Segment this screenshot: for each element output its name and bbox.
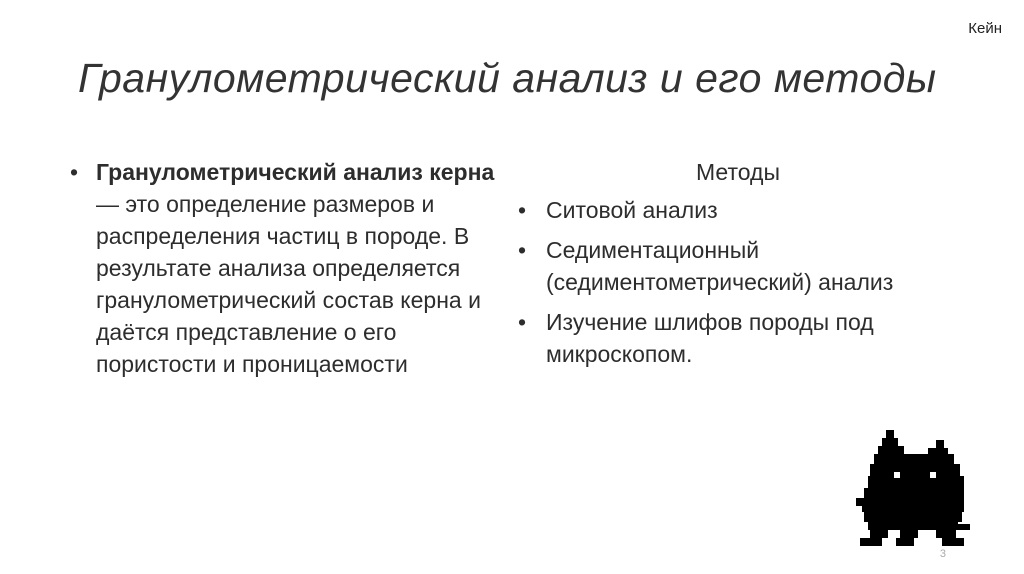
method-label: Изучение шлифов породы под микроскопом. xyxy=(546,309,874,367)
definition-term: Гранулометрический анализ керна xyxy=(96,159,495,185)
bullet-icon: • xyxy=(518,197,527,223)
author-label: Кейн xyxy=(968,20,1002,37)
list-item xyxy=(518,306,958,370)
methods-block xyxy=(518,156,958,378)
slide-title: Гранулометрический анализ и его методы xyxy=(78,55,937,102)
bullet-icon: • xyxy=(70,159,79,185)
methods-heading: Методы xyxy=(696,159,780,185)
methods-list xyxy=(518,194,958,370)
bullet-icon: • xyxy=(518,309,527,335)
list-item xyxy=(518,234,958,298)
page-number: 3 xyxy=(939,548,946,560)
bullet-icon: • xyxy=(518,237,527,263)
list-item xyxy=(518,194,958,226)
method-label: Седиментационный (седиментометрический) анализ xyxy=(546,237,894,295)
pixel-cat-icon xyxy=(856,428,974,550)
definition-text xyxy=(96,156,500,380)
definition-block xyxy=(70,156,500,380)
definition-body: — это определение размеров и распределения частиц в породе. В результате анализа определяется гранулометрический состав керна и даётся представление о его пористости и проницаемости xyxy=(96,191,481,377)
method-label: Ситовой анализ xyxy=(546,197,718,223)
